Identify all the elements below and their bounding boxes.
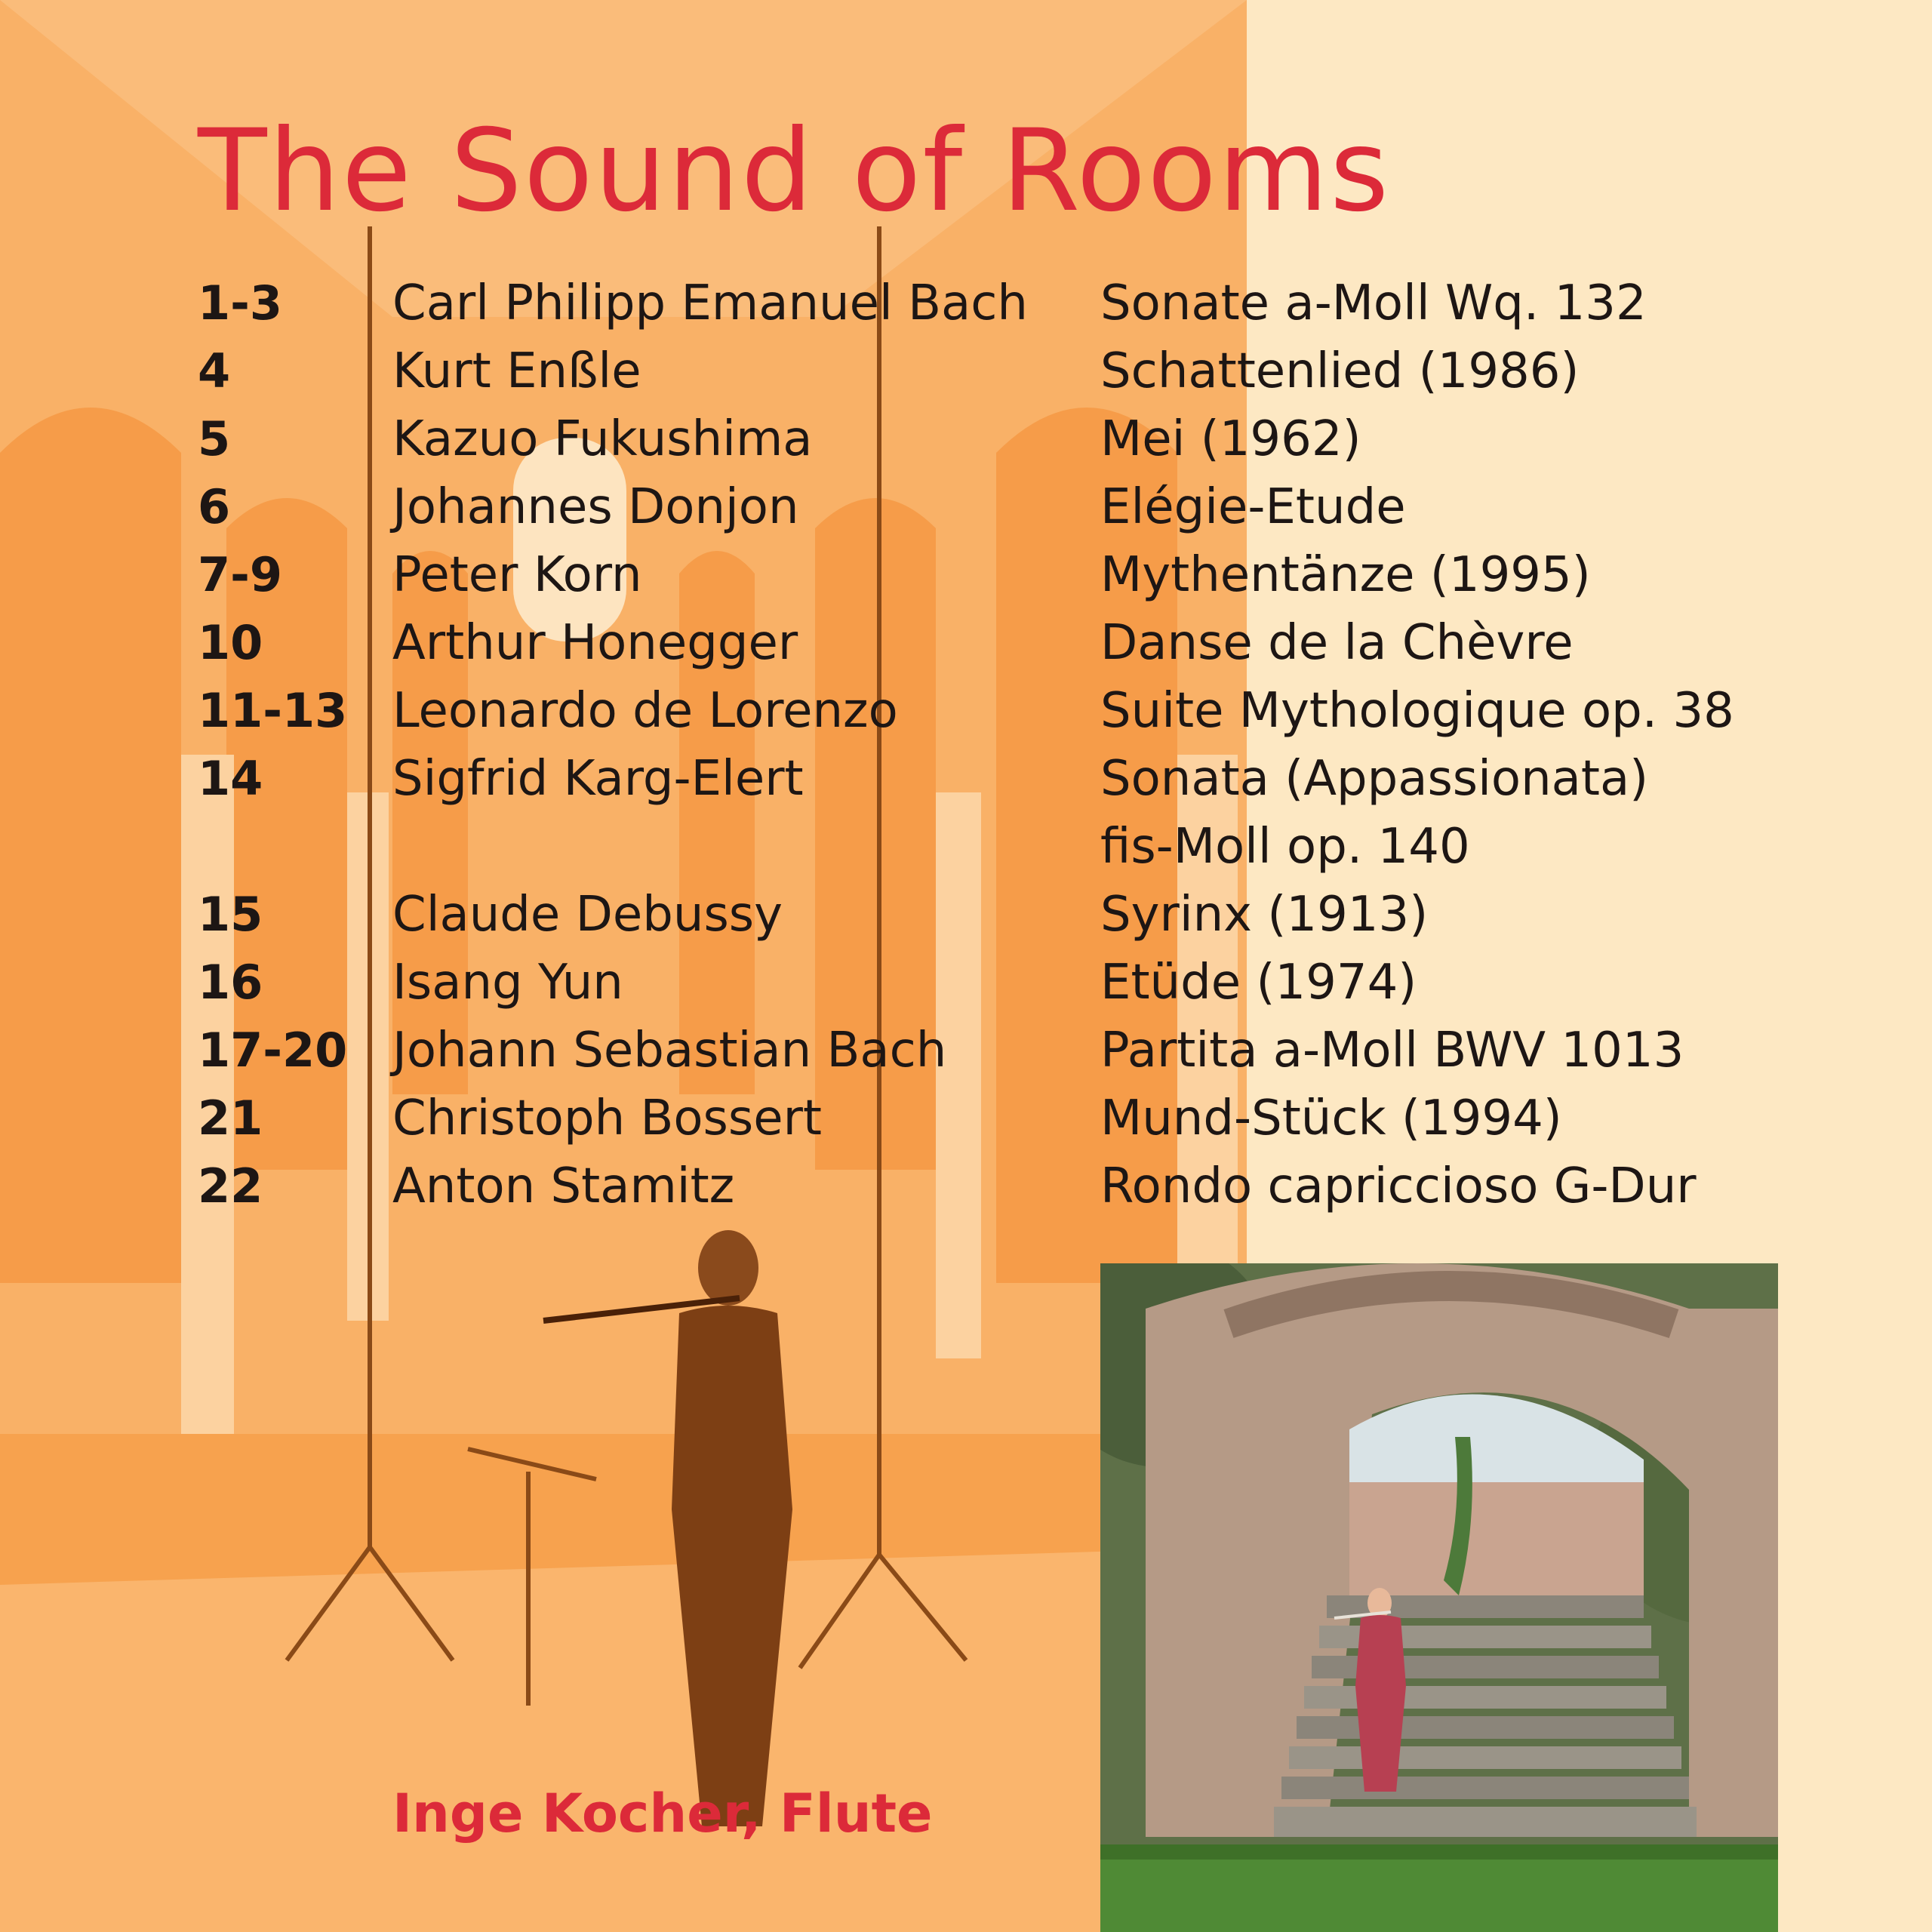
- track-composer: Sigfrid Karg-Elert: [392, 751, 804, 807]
- track-number: 7-9: [198, 547, 283, 602]
- track-composer: Johann Sebastian Bach: [392, 1023, 947, 1078]
- track-number: 21: [198, 1091, 263, 1146]
- track-number: 14: [198, 751, 263, 806]
- track-work: Sonata (Appassionata): [1100, 751, 1649, 807]
- track-row: [198, 404, 1813, 472]
- track-work: Mund-Stück (1994): [1100, 1091, 1562, 1146]
- track-number: 11-13: [198, 683, 348, 738]
- track-number: 1-3: [198, 275, 283, 331]
- track-row: [198, 1151, 1813, 1219]
- track-composer: Kazuo Fukushima: [392, 411, 813, 467]
- track-work: Rondo capriccioso G-Dur: [1100, 1158, 1697, 1214]
- track-number: 5: [198, 411, 231, 466]
- track-work: Elégie-Etude: [1100, 479, 1406, 535]
- track-work: Etüde (1974): [1100, 955, 1417, 1011]
- track-composer: Isang Yun: [392, 955, 623, 1011]
- track-composer: Carl Philipp Emanuel Bach: [392, 275, 1028, 331]
- track-work: Partita a-Moll BWV 1013: [1100, 1023, 1684, 1078]
- track-composer: Peter Korn: [392, 547, 642, 603]
- track-row: [198, 472, 1813, 540]
- track-composer: Johannes Donjon: [392, 479, 799, 535]
- track-row: [198, 336, 1813, 404]
- track-work: Mythentänze (1995): [1100, 547, 1591, 603]
- track-work: Suite Mythologique op. 38: [1100, 683, 1734, 739]
- track-row: [198, 540, 1813, 608]
- track-composer: Kurt Enßle: [392, 343, 641, 399]
- track-row: [198, 947, 1813, 1015]
- track-composer: Leonardo de Lorenzo: [392, 683, 898, 739]
- track-work: Syrinx (1913): [1100, 887, 1429, 943]
- album-title: The Sound of Rooms: [198, 106, 1391, 237]
- track-number: 10: [198, 615, 263, 670]
- track-row: [198, 879, 1813, 947]
- tracklist: [198, 268, 1813, 1219]
- track-row: [198, 1083, 1813, 1151]
- track-number: 15: [198, 887, 263, 942]
- track-row: [198, 268, 1813, 336]
- track-number: 6: [198, 479, 231, 534]
- track-number: 4: [198, 343, 231, 398]
- track-number: 16: [198, 955, 263, 1010]
- track-row: [198, 743, 1813, 811]
- track-row: [198, 1015, 1813, 1083]
- performer-credit: Inge Kocher, Flute: [392, 1783, 933, 1844]
- track-work: fis-Moll op. 140: [1100, 819, 1470, 875]
- track-work: Danse de la Chèvre: [1100, 615, 1574, 671]
- track-work: Mei (1962): [1100, 411, 1361, 467]
- track-work: Schattenlied (1986): [1100, 343, 1580, 399]
- track-row-continuation: [198, 811, 1813, 879]
- track-composer: Anton Stamitz: [392, 1158, 735, 1214]
- stairs-photo: [1100, 1263, 1778, 1932]
- track-number: 17-20: [198, 1023, 348, 1078]
- track-composer: Claude Debussy: [392, 887, 783, 943]
- track-row: [198, 608, 1813, 675]
- track-work: Sonate a-Moll Wq. 132: [1100, 275, 1647, 331]
- track-composer: Arthur Honegger: [392, 615, 798, 671]
- track-composer: Christoph Bossert: [392, 1091, 822, 1146]
- stairs-illustration: [1100, 1263, 1778, 1932]
- track-row: [198, 675, 1813, 743]
- track-number: 22: [198, 1158, 263, 1214]
